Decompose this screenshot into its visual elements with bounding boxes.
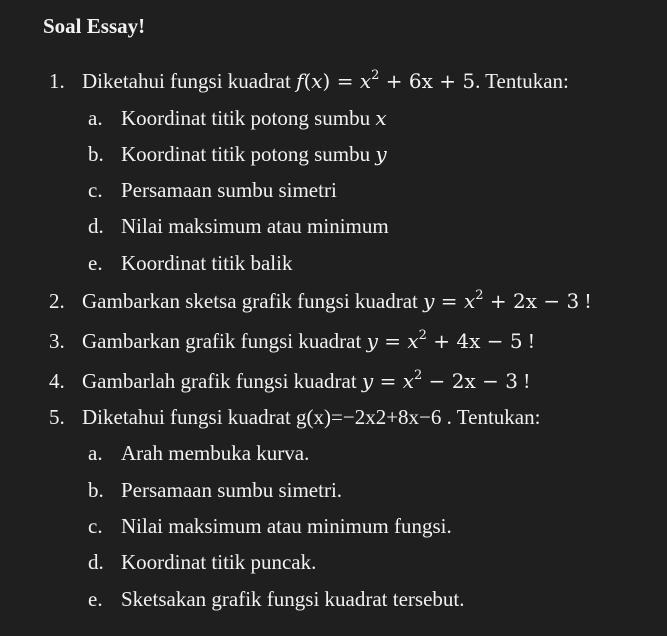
question-5-sub-d: d. Koordinat titik puncak.	[88, 550, 317, 574]
question-1-sub-c: c. Persamaan sumbu simetri	[88, 178, 337, 202]
question-suffix: . Tentukan:	[475, 69, 569, 93]
question-4: 4. Gambarlah grafik fungsi kuadrat $y = x^2 - 2x - 3$ !	[49, 368, 531, 393]
page-title: Soal Essay!	[43, 14, 146, 38]
question-number: 1.	[49, 69, 65, 93]
question-5-sub-c: c. Nilai maksimum atau minimum fungsi.	[88, 514, 452, 538]
question-text: Diketahui fungsi kuadrat	[82, 69, 291, 93]
question-5-sub-e: e. Sketsakan grafik fungsi kuadrat tersebut.	[88, 587, 465, 611]
function-expression: $y = x^2 - 2x - 3$	[361, 368, 518, 393]
question-5: 5. Diketahui fungsi kuadrat g(x)=−2x2+8x−6 . Tentukan:	[49, 405, 541, 429]
question-3: 3. Gambarkan grafik fungsi kuadrat $y = x^2 + 4x - 5$ !	[49, 328, 535, 353]
question-1-sub-e: e. Koordinat titik balik	[88, 251, 293, 275]
question-1-sub-d: d. Nilai maksimum atau minimum	[88, 214, 389, 238]
function-expression: $y = x^2 + 2x - 3$	[423, 288, 580, 313]
question-2: 2. Gambarkan sketsa grafik fungsi kuadrat $y = x^2 + 2x - 3$ !	[49, 288, 592, 313]
question-1-sub-a: a. Koordinat titik potong sumbu x	[88, 106, 387, 130]
function-expression: $y = x^2 + 4x - 5$	[366, 328, 523, 353]
question-1-sub-b: b. Koordinat titik potong sumbu y	[88, 142, 387, 166]
question-5-sub-b: b. Persamaan sumbu simetri.	[88, 478, 343, 502]
function-expression: $f(x) = x^2 + 6x + 5$	[296, 68, 476, 93]
question-5-sub-a: a. Arah membuka kurva.	[88, 441, 310, 465]
question-1	[49, 67, 569, 95]
